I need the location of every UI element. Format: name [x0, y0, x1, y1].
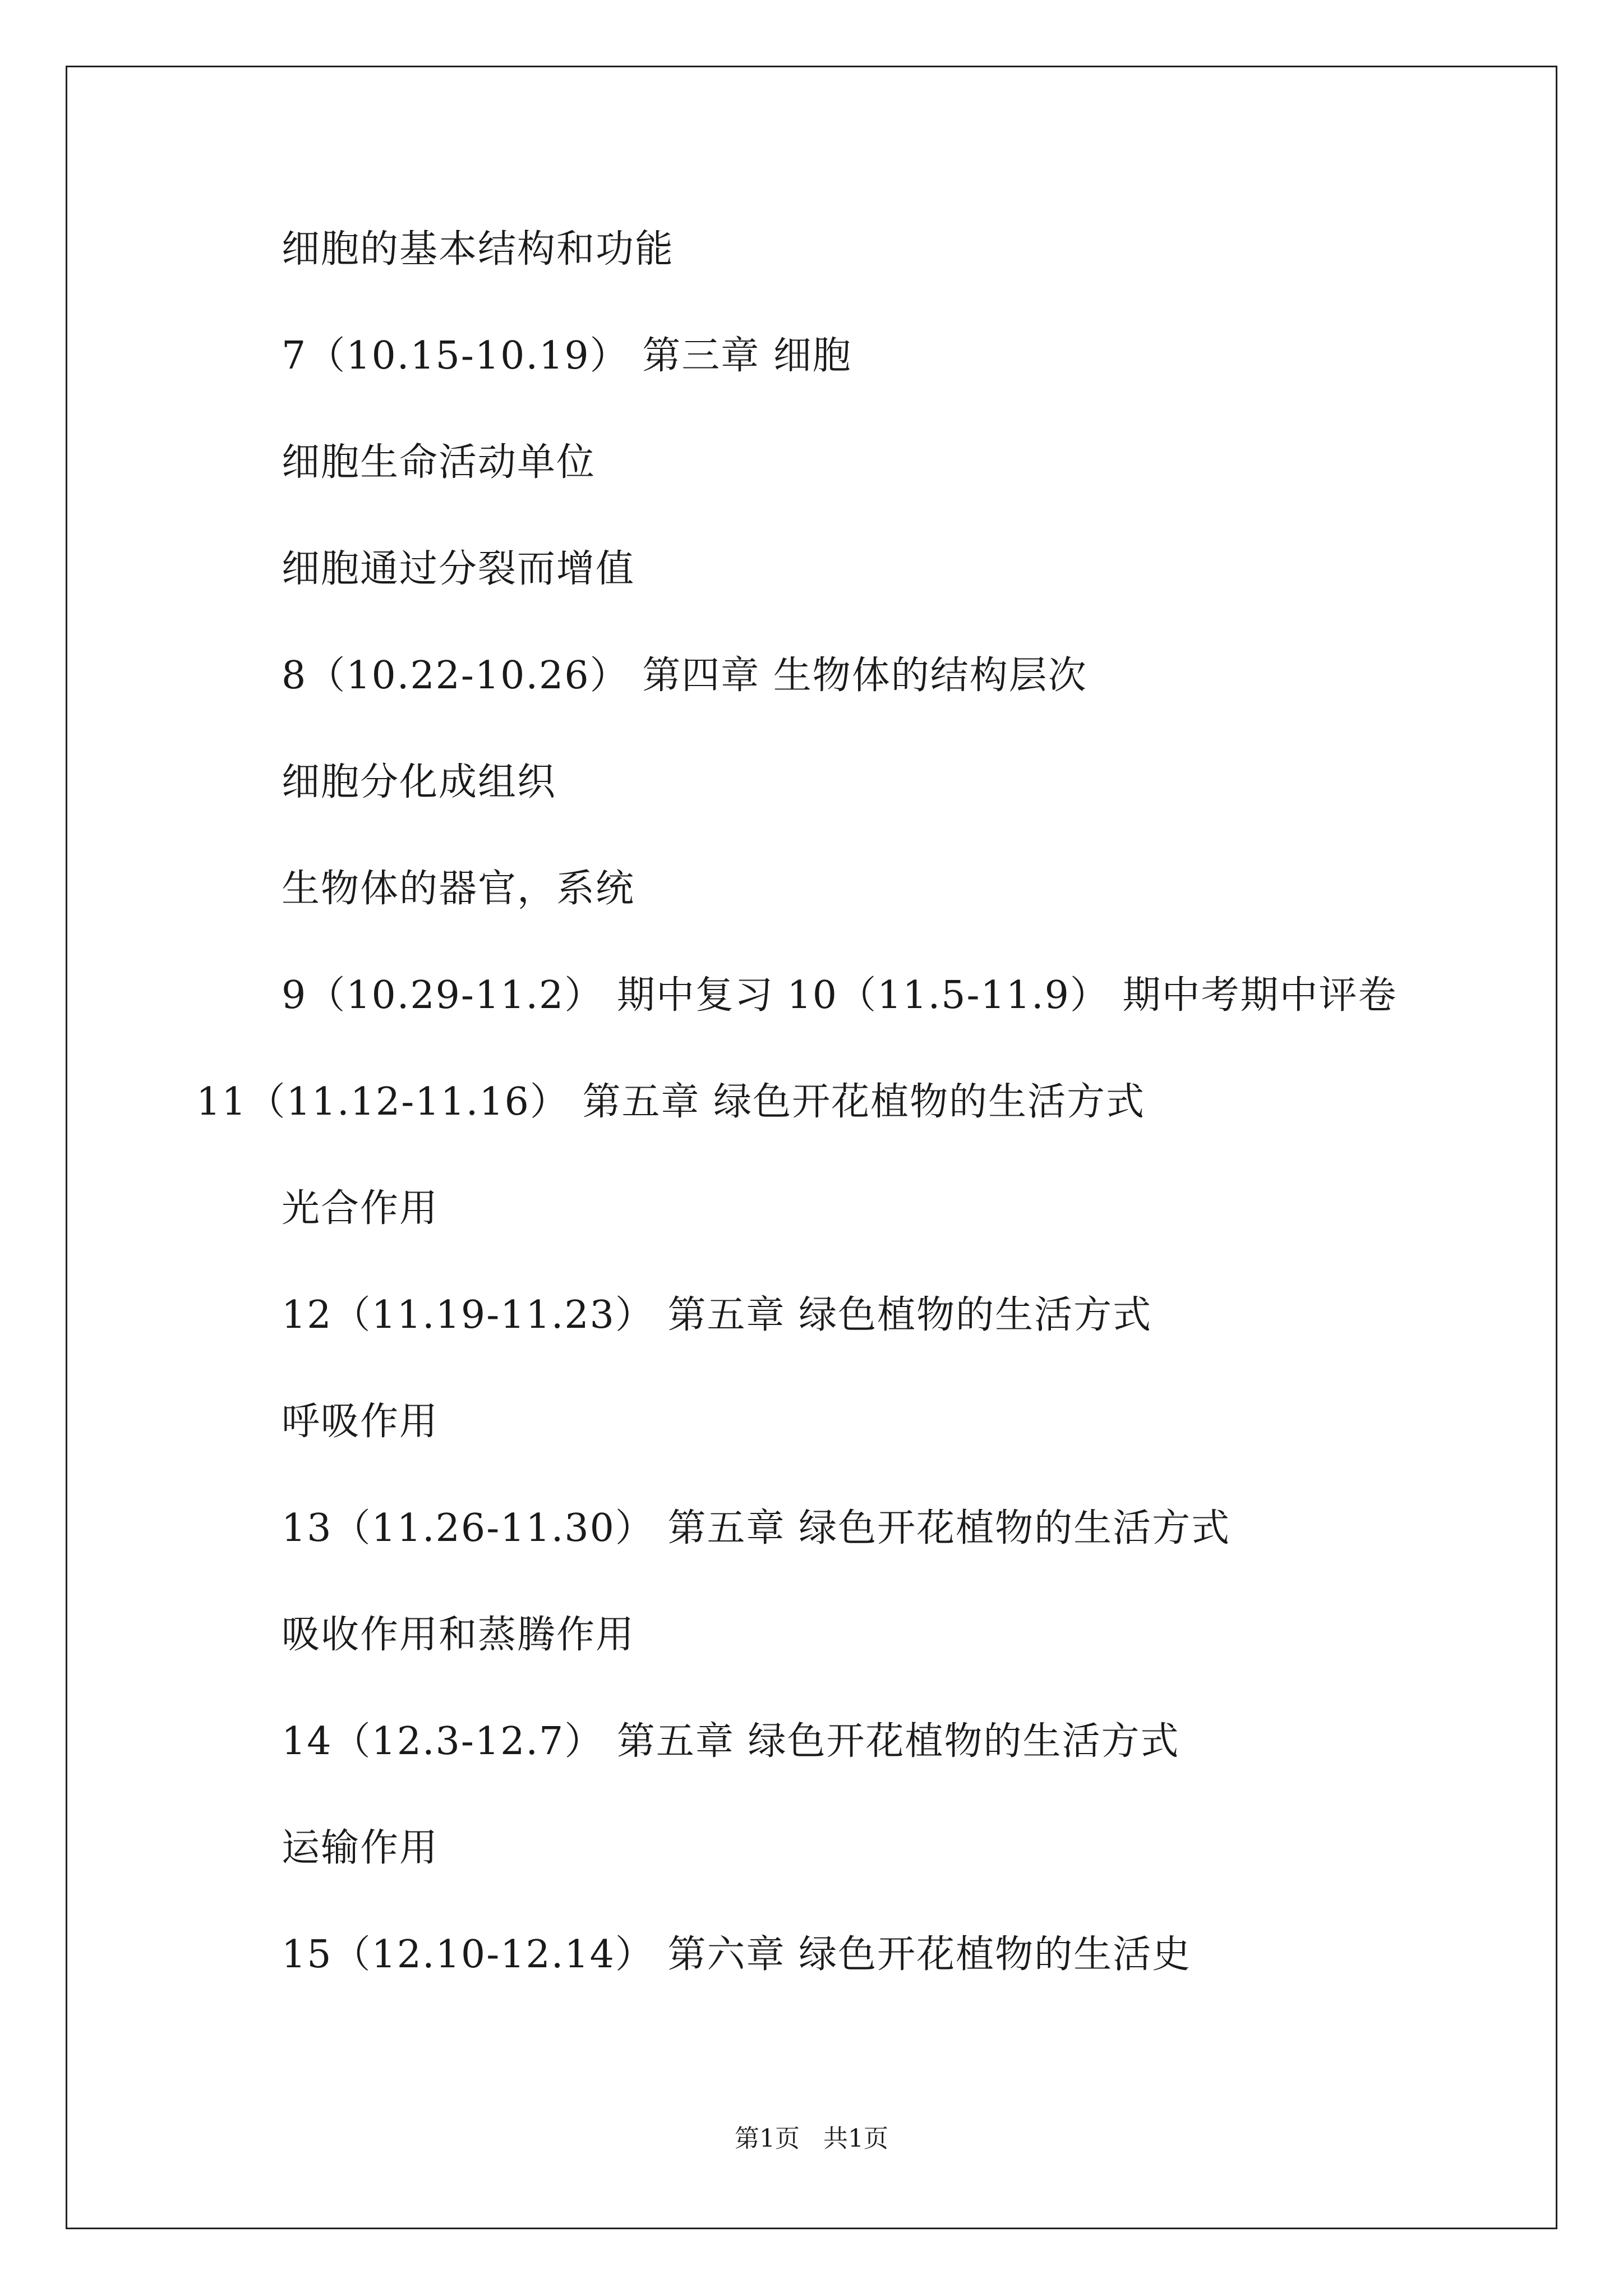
- text-line: 细胞分化成组织: [282, 760, 557, 804]
- text-line: 7（10.15-10.19） 第三章 细胞: [282, 334, 852, 378]
- text-line: 细胞生命活动单位: [282, 440, 596, 485]
- text-line: 呼吸作用: [282, 1400, 439, 1444]
- text-line: 吸收作用和蒸腾作用: [282, 1613, 635, 1657]
- text-line: 13（11.26-11.30） 第五章 绿色开花植物的生活方式: [282, 1506, 1231, 1550]
- page-footer: 第1页 共1页: [735, 2124, 888, 2153]
- text-line: 15（12.10-12.14） 第六章 绿色开花植物的生活史: [282, 1932, 1192, 1977]
- text-line: 细胞的基本结构和功能: [282, 227, 675, 272]
- text-line: 细胞通过分裂而增值: [282, 547, 635, 591]
- text-line: 14（12.3-12.7） 第五章 绿色开花植物的生活方式: [282, 1719, 1180, 1764]
- text-line: 12（11.19-11.23） 第五章 绿色植物的生活方式: [282, 1293, 1152, 1337]
- text-line: 运输作用: [282, 1826, 439, 1870]
- page-border: [66, 66, 1557, 2229]
- text-line: 9（10.29-11.2） 期中复习 10（11.5-11.9） 期中考期中评卷: [282, 973, 1398, 1018]
- text-line: 生物体的器官，系统: [282, 867, 635, 911]
- text-line: 8（10.22-10.26） 第四章 生物体的结构层次: [282, 654, 1087, 698]
- text-line: 光合作用: [282, 1186, 439, 1231]
- text-line: 11（11.12-11.16） 第五章 绿色开花植物的生活方式: [196, 1080, 1146, 1124]
